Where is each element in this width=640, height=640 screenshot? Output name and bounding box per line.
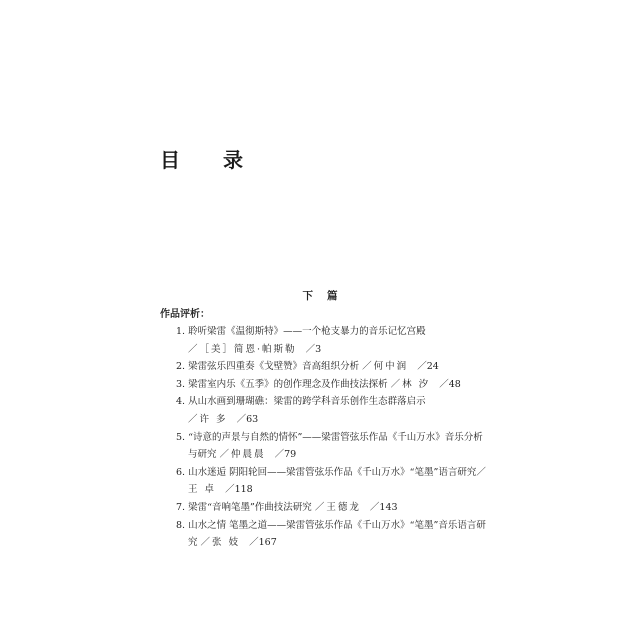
toc-entry-title: 5. “诗意的声景与自然的情怀”——梁雷管弦乐作品《千山万水》音乐分析 <box>176 431 483 443</box>
toc-entry-6[interactable] <box>176 464 516 499</box>
toc-entry-page: ／48 <box>439 378 461 390</box>
toc-entry-author: ／张 妓 <box>200 537 241 549</box>
toc-entry-continuation <box>176 446 516 464</box>
toc-entry-author: ／何中润 <box>362 361 409 373</box>
toc-entry-author: ／王德龙 <box>314 501 361 513</box>
toc-entry-title: 8. 山水之情 笔墨之道——梁雷管弦乐作品《千山万水》“笔墨”音乐语言研 <box>176 519 486 531</box>
toc-entry-page: ／118 <box>225 484 253 496</box>
toc-list <box>176 323 516 552</box>
page-title: 目 录 <box>160 148 261 172</box>
toc-entry-7[interactable] <box>176 499 516 517</box>
toc-entry-author: ／许 多 <box>188 413 228 425</box>
toc-entry-4[interactable] <box>176 393 516 428</box>
toc-entry-page: ／63 <box>236 413 259 425</box>
toc-entry-title-line <box>176 499 516 517</box>
toc-entry-title-continued: 与研究 <box>188 449 217 461</box>
toc-entry-page: ／143 <box>369 501 398 513</box>
toc-entry-continuation <box>176 481 516 499</box>
toc-entry-title-line <box>176 376 516 394</box>
toc-entry-1[interactable] <box>176 323 516 358</box>
category-heading: 作品评析： <box>160 309 210 320</box>
toc-entry-title: 3. 梁雷室内乐《五季》的创作理念及作曲技法探析 <box>176 378 388 390</box>
toc-entry-page: ／24 <box>417 361 439 373</box>
toc-entry-5[interactable] <box>176 429 516 464</box>
toc-entry-author: ／［美］简恩·帕斯勒 <box>188 343 297 355</box>
toc-entry-title: 4. 从山水画到珊瑚礁：梁雷的跨学科音乐创作生态群落启示 <box>176 396 426 408</box>
toc-entry-author: ／林 汐 <box>390 378 431 390</box>
toc-entry-page: ／3 <box>305 343 322 355</box>
toc-entry-page: ／79 <box>274 449 297 461</box>
toc-entry-2[interactable] <box>176 358 516 376</box>
toc-entry-continuation <box>176 411 516 429</box>
section-heading: 下篇 <box>302 290 352 302</box>
toc-entry-3[interactable] <box>176 376 516 394</box>
toc-entry-continuation <box>176 341 516 359</box>
toc-entry-title: 7. 梁雷“音响笔墨”作曲技法研究 <box>176 501 312 513</box>
toc-entry-title: 1. 聆听梁雷《温彻斯特》——一个枪支暴力的音乐记忆宫殿 <box>176 326 426 337</box>
toc-entry-title: 6. 山水迷逅 阴阳轮回——梁雷管弦乐作品《千山万水》“笔墨”语言研究／ <box>176 466 486 478</box>
toc-entry-title-continued: 究 <box>188 537 198 549</box>
toc-entry-author: 王 卓 <box>188 484 217 496</box>
toc-entry-title-line <box>176 358 516 376</box>
toc-entry-continuation <box>176 534 516 552</box>
toc-entry-page: ／167 <box>249 537 277 549</box>
toc-entry-8[interactable] <box>176 517 516 552</box>
toc-entry-author: ／仲晨晨 <box>219 449 266 461</box>
toc-entry-title: 2. 梁雷弦乐四重奏《戈壁赞》音高组织分析 <box>176 361 360 373</box>
